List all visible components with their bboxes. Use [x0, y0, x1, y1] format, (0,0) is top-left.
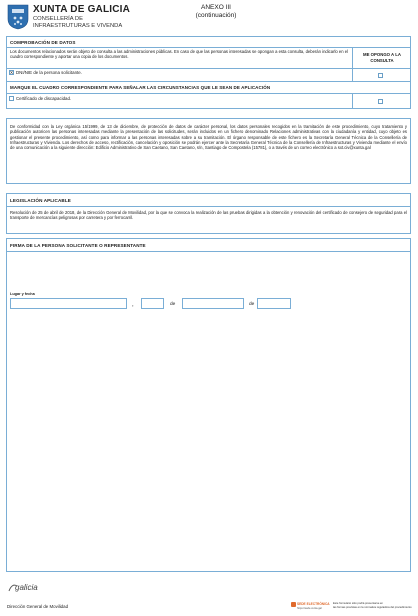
- dni-oppose-checkbox[interactable]: [378, 73, 383, 78]
- month-input[interactable]: [182, 298, 244, 309]
- footer-direction: Dirección General de Movilidad: [7, 604, 69, 609]
- de-label-2: de: [249, 302, 255, 307]
- data-check-description: Los documentos relacionados serán objeto de consulta a las administraciones públicas. En caso de que las personas interesadas se opongan a esta consulta, deberán indicarlo en el cuadro correspondiente y aportar una copia de los documentos.: [10, 49, 348, 60]
- dept-line-1: CONSELLERÍA DE: [33, 16, 83, 22]
- place-date-label: Lugar y fecha: [10, 292, 35, 296]
- footer-note-line-2: las formas previstas en la normativa reguladora del procedimiento: [333, 606, 412, 609]
- legislation-title: LEGISLACIÓN APLICABLE: [10, 198, 71, 203]
- dni-item-label: DNI/NIE de la persona solicitante.: [16, 70, 82, 75]
- org-name: XUNTA DE GALICIA: [33, 4, 131, 15]
- place-input[interactable]: [10, 298, 127, 309]
- disability-item-label: Certificado de discapacidad.: [16, 96, 72, 101]
- sede-url[interactable]: https://sede.xunta.gal: [297, 607, 322, 610]
- galicia-brand-text: galicia: [15, 583, 38, 592]
- oppose-header: ME OPONGO A LA CONSULTA: [363, 52, 401, 63]
- data-protection-text: De conformidad con la Ley orgánica 15/1999, de 13 de diciembre, de protección de datos de carácter personal, los datos personales recogidos en la tramitación de este procedimiento, cuyo tratamiento y publicación autoricen las personas interesadas mediante la presentación de las solicitudes, serán incluidos en un fichero denominado Relaciones administrativas con la ciudadanía y entidad, cuyo objeto es gestionar el presente procedimiento, así como para informar a las personas interesadas sobre a su tramitación. El órgano responsable de este fichero es la Secretaría General Técnica de la Consellería de Infraestructuras y Vivienda. Los derechos de acceso, rectificación, cancelación y oposición se podrán ejercer ante la Secretaría General Técnica de la Consellería de Infraestructuras y Vivienda mediante el envío de una comunicación a la siguiente dirección: Edificio Administrativo de San Caetano, San Caetano, s/n, Santiago de Compostela (15781), o a través de un correo electrónico a sxt.civ@xunta.gal: [10, 124, 407, 151]
- day-input[interactable]: [141, 298, 164, 309]
- sede-icon: [291, 602, 296, 607]
- data-check-title: COMPROBACIÓN DE DATOS: [10, 40, 76, 45]
- mark-circumstances-title: MARQUE EL CUADRO CORRESPONDIENTE PARA SEÑALAR LAS CIRCUNSTANCIAS QUE LE SEAN DE APLICACIÓN: [10, 85, 271, 90]
- disability-checkbox[interactable]: [9, 96, 14, 101]
- year-input[interactable]: [257, 298, 291, 309]
- annex-title: ANEXO III: [201, 4, 231, 11]
- dni-mark[interactable]: X: [10, 70, 14, 75]
- signature-title: FIRMA DE LA PERSONA SOLICITANTE O REPRESENTANTE: [10, 243, 146, 248]
- signature-section: [6, 238, 411, 572]
- sede-label: SEDE ELECTRÓNICA: [297, 602, 330, 606]
- dept-line-2: INFRAESTRUTURAS E VIVENDA: [33, 23, 123, 29]
- de-label-1: de: [170, 302, 176, 307]
- annex-continuation: (continuación): [195, 12, 237, 19]
- footer-note-line-1: Este formulario sólo podrá presentarse en: [333, 602, 384, 605]
- comma-separator: ,: [132, 302, 134, 308]
- legislation-text: Resolución de 25 de abril de 2018, de la Dirección General de Movilidad, por la que se convoca la realización de las pruebas dirigidas a la obtención y renovación del certificado de consejero de seguridad para el transporte de mercancías peligrosas por carretera y por ferrocarril.: [10, 210, 407, 221]
- disability-right-checkbox[interactable]: [378, 99, 383, 104]
